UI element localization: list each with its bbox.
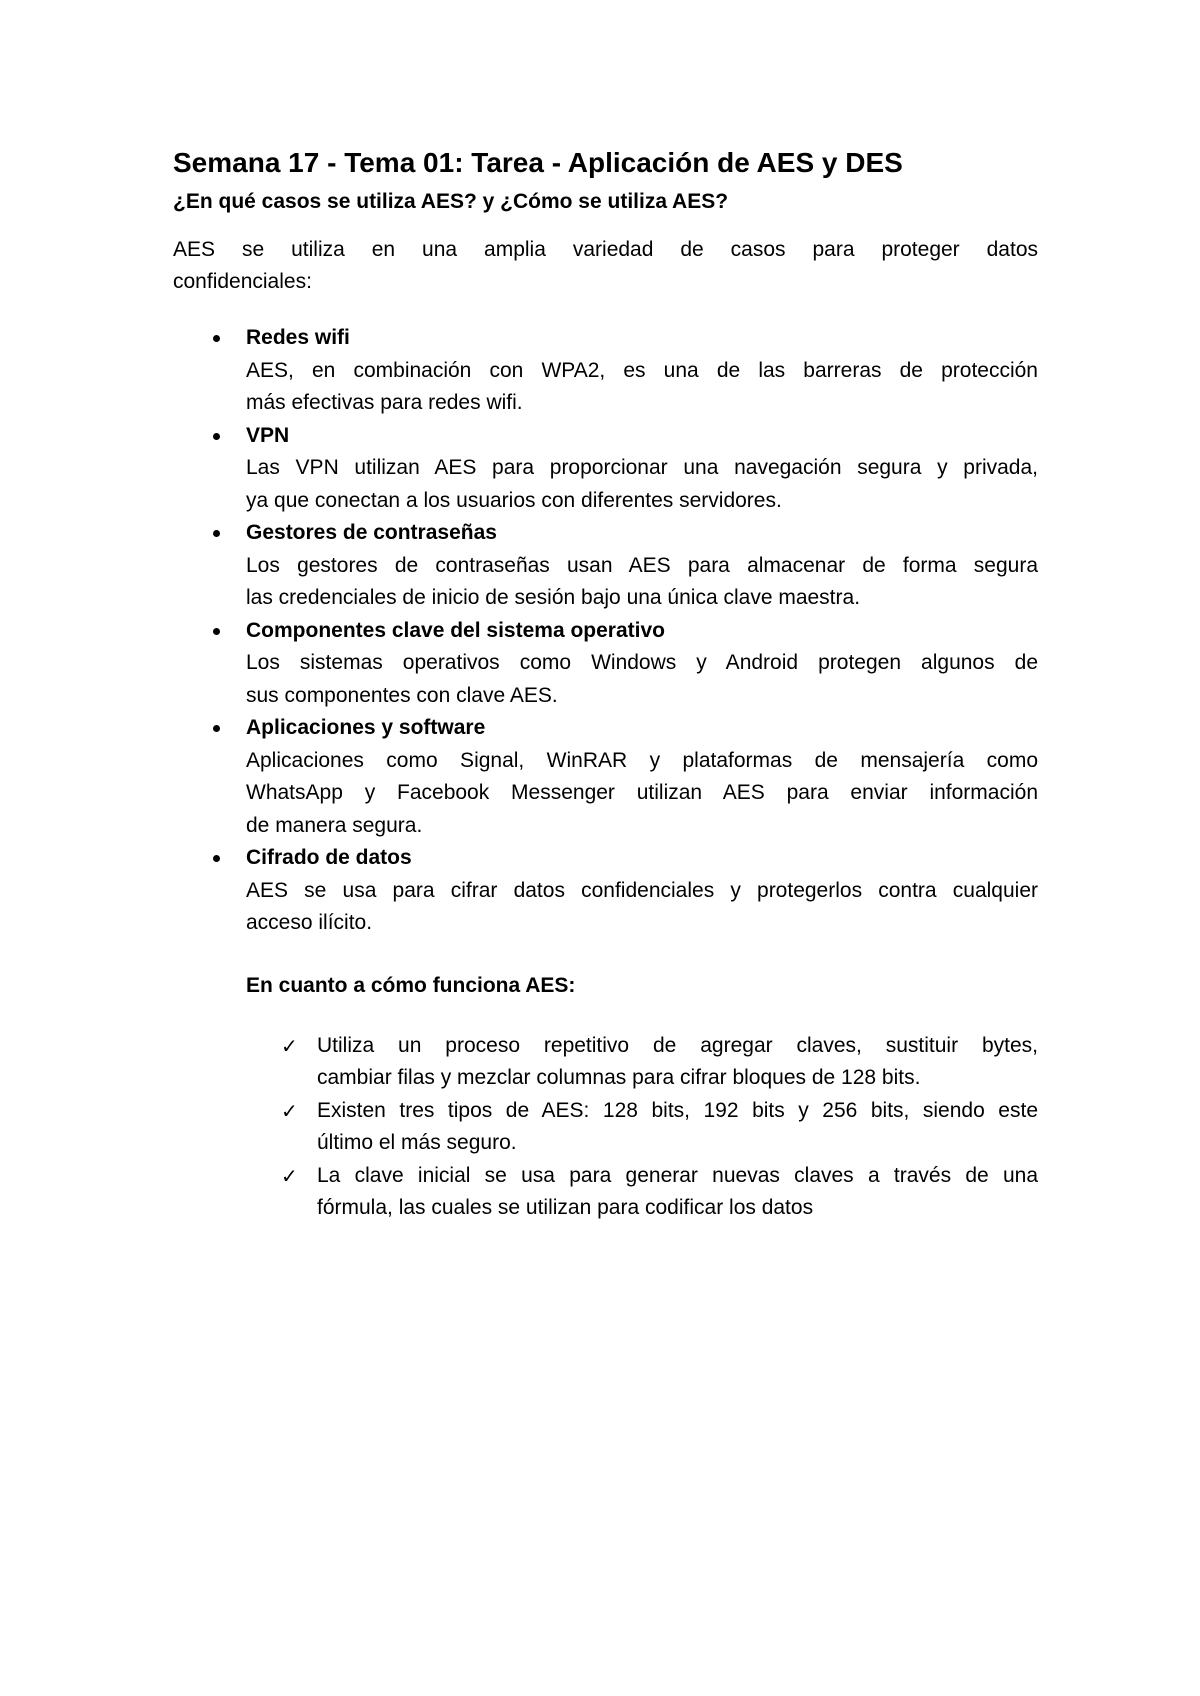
use-case-line: Los gestores de contraseñas usan AES para almacenar de forma segura [246,553,1038,577]
use-case-title: Componentes clave del sistema operativo [246,618,665,642]
how-it-works-line: fórmula, las cuales se utilizan para codificar los datos [317,1196,814,1219]
use-case-item [173,517,1038,615]
intro-line: AES se utiliza en una amplia variedad de casos para proteger datos [173,238,1038,261]
bullet-icon [213,628,220,635]
document-subtitle: ¿En qué casos se utiliza AES? y ¿Cómo se utiliza AES? [173,190,729,213]
how-it-works-list [173,1030,1038,1225]
use-case-item [173,842,1038,940]
bullet-icon [213,725,220,732]
how-it-works-item [173,1160,1038,1225]
use-case-line: sus componentes con clave AES. [246,683,558,707]
how-it-works-heading: En cuanto a cómo funciona AES: [246,973,576,997]
document-title: Semana 17 - Tema 01: Tarea - Aplicación de AES y DES [173,147,903,178]
use-case-title: Cifrado de datos [246,846,412,869]
checkmark-icon: ✓ [281,1033,298,1058]
how-it-works-line: cambiar filas y mezclar columnas para cifrar bloques de 128 bits. [317,1066,921,1089]
document-page [173,140,1038,1225]
bullet-icon [213,433,220,440]
use-case-title: Redes wifi [246,326,350,349]
use-case-line: Aplicaciones como Signal, WinRAR y plataformas de mensajería como [246,748,1038,772]
use-case-item [173,322,1038,420]
use-case-line: WhatsApp y Facebook Messenger utilizan AES para enviar información [246,781,1038,804]
use-case-line: acceso ilícito. [246,911,373,934]
how-it-works-item [173,1030,1038,1095]
bullet-icon [213,335,220,342]
bullet-icon [213,530,220,537]
how-it-works-line: Utiliza un proceso repetitivo de agregar claves, sustituir bytes, [317,1033,1038,1057]
intro-paragraph [173,234,1038,298]
use-case-line: Los sistemas operativos como Windows y Android protegen algunos de [246,651,1038,674]
bullet-icon [213,855,220,862]
use-case-item [173,420,1038,518]
checkmark-icon: ✓ [281,1163,298,1188]
use-case-item [173,615,1038,713]
checkmark-icon: ✓ [281,1098,298,1123]
use-case-line: Las VPN utilizan AES para proporcionar una navegación segura y privada, [246,456,1038,479]
use-case-line: las credenciales de inicio de sesión bajo una única clave maestra. [246,586,861,609]
how-it-works-item [173,1095,1038,1160]
use-case-line: ya que conectan a los usuarios con diferentes servidores. [246,488,782,512]
use-cases-list [173,322,1038,940]
use-case-title: VPN [246,423,290,447]
how-it-works-line: Existen tres tipos de AES: 128 bits, 192 bits y 256 bits, siendo este [317,1098,1038,1122]
how-it-works-line: último el más seguro. [317,1131,517,1154]
use-case-line: AES se usa para cifrar datos confidenciales y protegerlos contra cualquier [246,878,1038,902]
use-case-title: Aplicaciones y software [246,716,486,739]
use-case-title: Gestores de contraseñas [246,521,497,544]
use-case-line: AES, en combinación con WPA2, es una de las barreras de protección [246,358,1038,382]
use-case-line: de manera segura. [246,813,423,837]
use-case-line: más efectivas para redes wifi. [246,391,523,414]
use-case-item [173,712,1038,842]
intro-line: confidenciales: [173,270,312,293]
how-it-works-line: La clave inicial se usa para generar nuevas claves a través de una [317,1163,1038,1187]
